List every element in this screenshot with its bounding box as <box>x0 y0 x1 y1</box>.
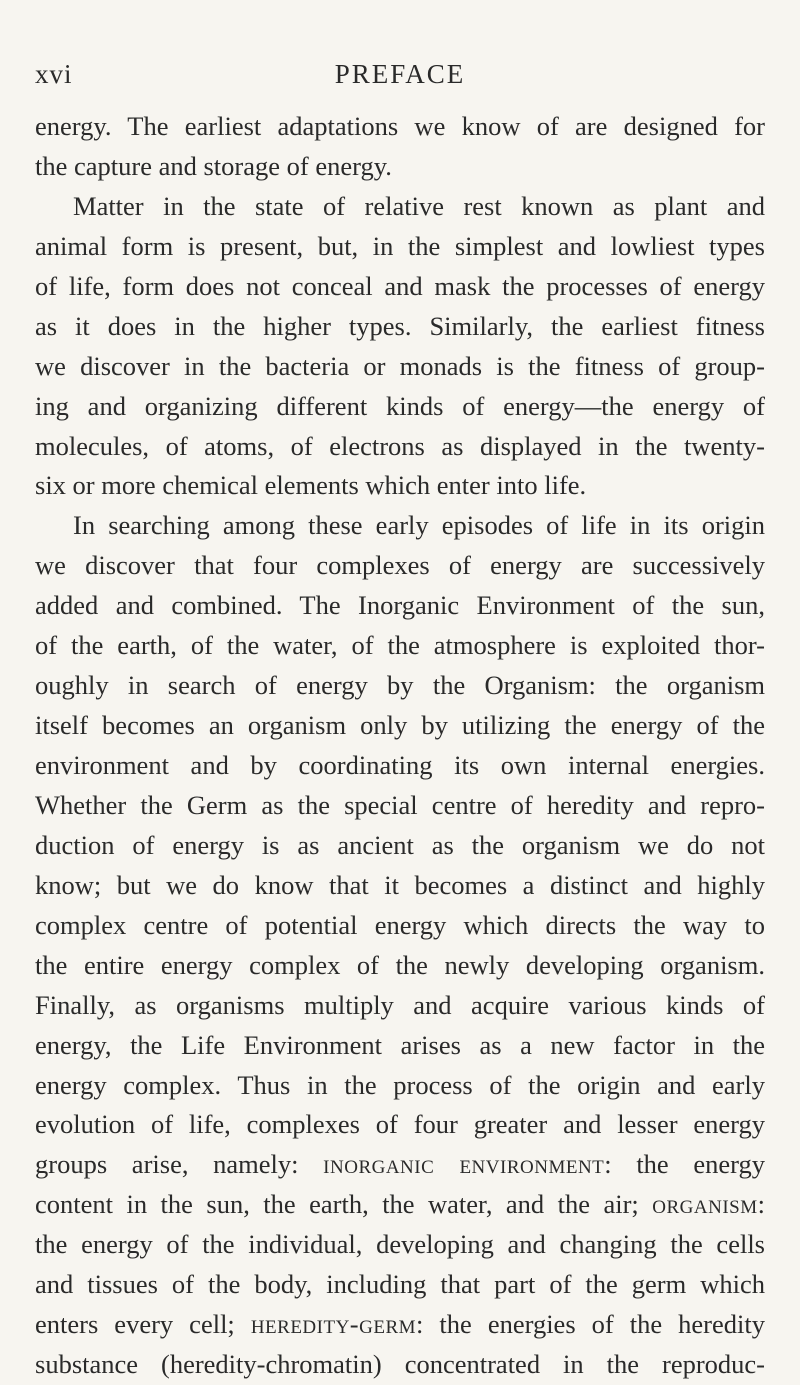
text-segment: : the energy <box>604 1149 765 1180</box>
text-line: added and combined. The Inorganic Environment of the sun, <box>35 590 765 621</box>
text-line: energy complex. Thus in the process of the origin and early <box>35 1069 765 1100</box>
text-line: duction of energy is as ancient as the organism we do not <box>35 829 765 860</box>
smallcaps-term: organism <box>652 1189 758 1220</box>
text-line <box>35 1305 765 1345</box>
text-line: animal form is present, but, in the simplest and lowliest types <box>35 230 765 261</box>
text-line: the energy of the individual, developing and changing the cells <box>35 1229 765 1260</box>
text-segment: groups arise, namely: <box>35 1149 324 1180</box>
text-line: we discover that four complexes of energy are successively <box>35 550 765 581</box>
text-line: molecules, of atoms, of electrons as displayed in the twenty- <box>35 430 765 461</box>
text-line: energy, the Life Environment arises as a new factor in the <box>35 1029 765 1060</box>
text-line <box>35 1145 765 1185</box>
running-head <box>35 58 765 90</box>
text-line: energy. The earliest adaptations we know of are designed for <box>35 111 765 141</box>
text-line: oughly in search of energy by the Organism: the organism <box>35 670 765 701</box>
paragraph-start-line: In searching among these early episodes of life in its origin <box>73 510 765 541</box>
text-line: evolution of life, complexes of four greater and lesser energy <box>35 1109 765 1140</box>
text-segment: : the energies of the heredity <box>416 1309 765 1340</box>
text-line: know; but we do know that it becomes a distinct and highly <box>35 869 765 900</box>
text-line: as it does in the higher types. Similarly, the earliest fitness <box>35 310 765 341</box>
running-head-title: PREFACE <box>334 59 466 89</box>
smallcaps-term: inorganic environment <box>323 1149 605 1180</box>
text-segment: : <box>757 1189 765 1220</box>
text-line: complex centre of potential energy which directs the way to <box>35 909 765 940</box>
text-line: ing and organizing different kinds of energy—the energy of <box>35 390 765 421</box>
paragraph-start-line: Matter in the state of relative rest known as plant and <box>73 190 765 221</box>
text-line: six or more chemical elements which enter into life. <box>35 470 587 501</box>
text-line: Finally, as organisms multiply and acquire various kinds of <box>35 989 765 1020</box>
text-line: we discover in the bacteria or monads is the fitness of group- <box>35 350 765 381</box>
smallcaps-term: heredity-germ <box>250 1309 417 1340</box>
text-line: the capture and storage of energy. <box>35 150 392 181</box>
text-line: environment and by coordinating its own internal energies. <box>35 750 765 780</box>
page-number: xvi <box>35 59 73 89</box>
text-line: the entire energy complex of the newly developing organism. <box>35 949 765 980</box>
text-line: of life, form does not conceal and mask the processes of energy <box>35 270 765 301</box>
text-line: Whether the Germ as the special centre of heredity and repro- <box>35 789 765 820</box>
text-line: substance (heredity-chromatin) concentrated in the reproduc- <box>35 1349 765 1380</box>
text-line <box>35 1185 765 1225</box>
text-segment: content in the sun, the earth, the water, and the air; <box>35 1189 653 1220</box>
text-line: and tissues of the body, including that part of the germ which <box>35 1269 765 1300</box>
body-text <box>35 107 765 1385</box>
text-line: of the earth, of the water, of the atmosphere is exploited thor- <box>35 630 765 661</box>
text-segment: enters every cell; <box>35 1309 251 1340</box>
text-line: itself becomes an organism only by utilizing the energy of the <box>35 710 765 741</box>
